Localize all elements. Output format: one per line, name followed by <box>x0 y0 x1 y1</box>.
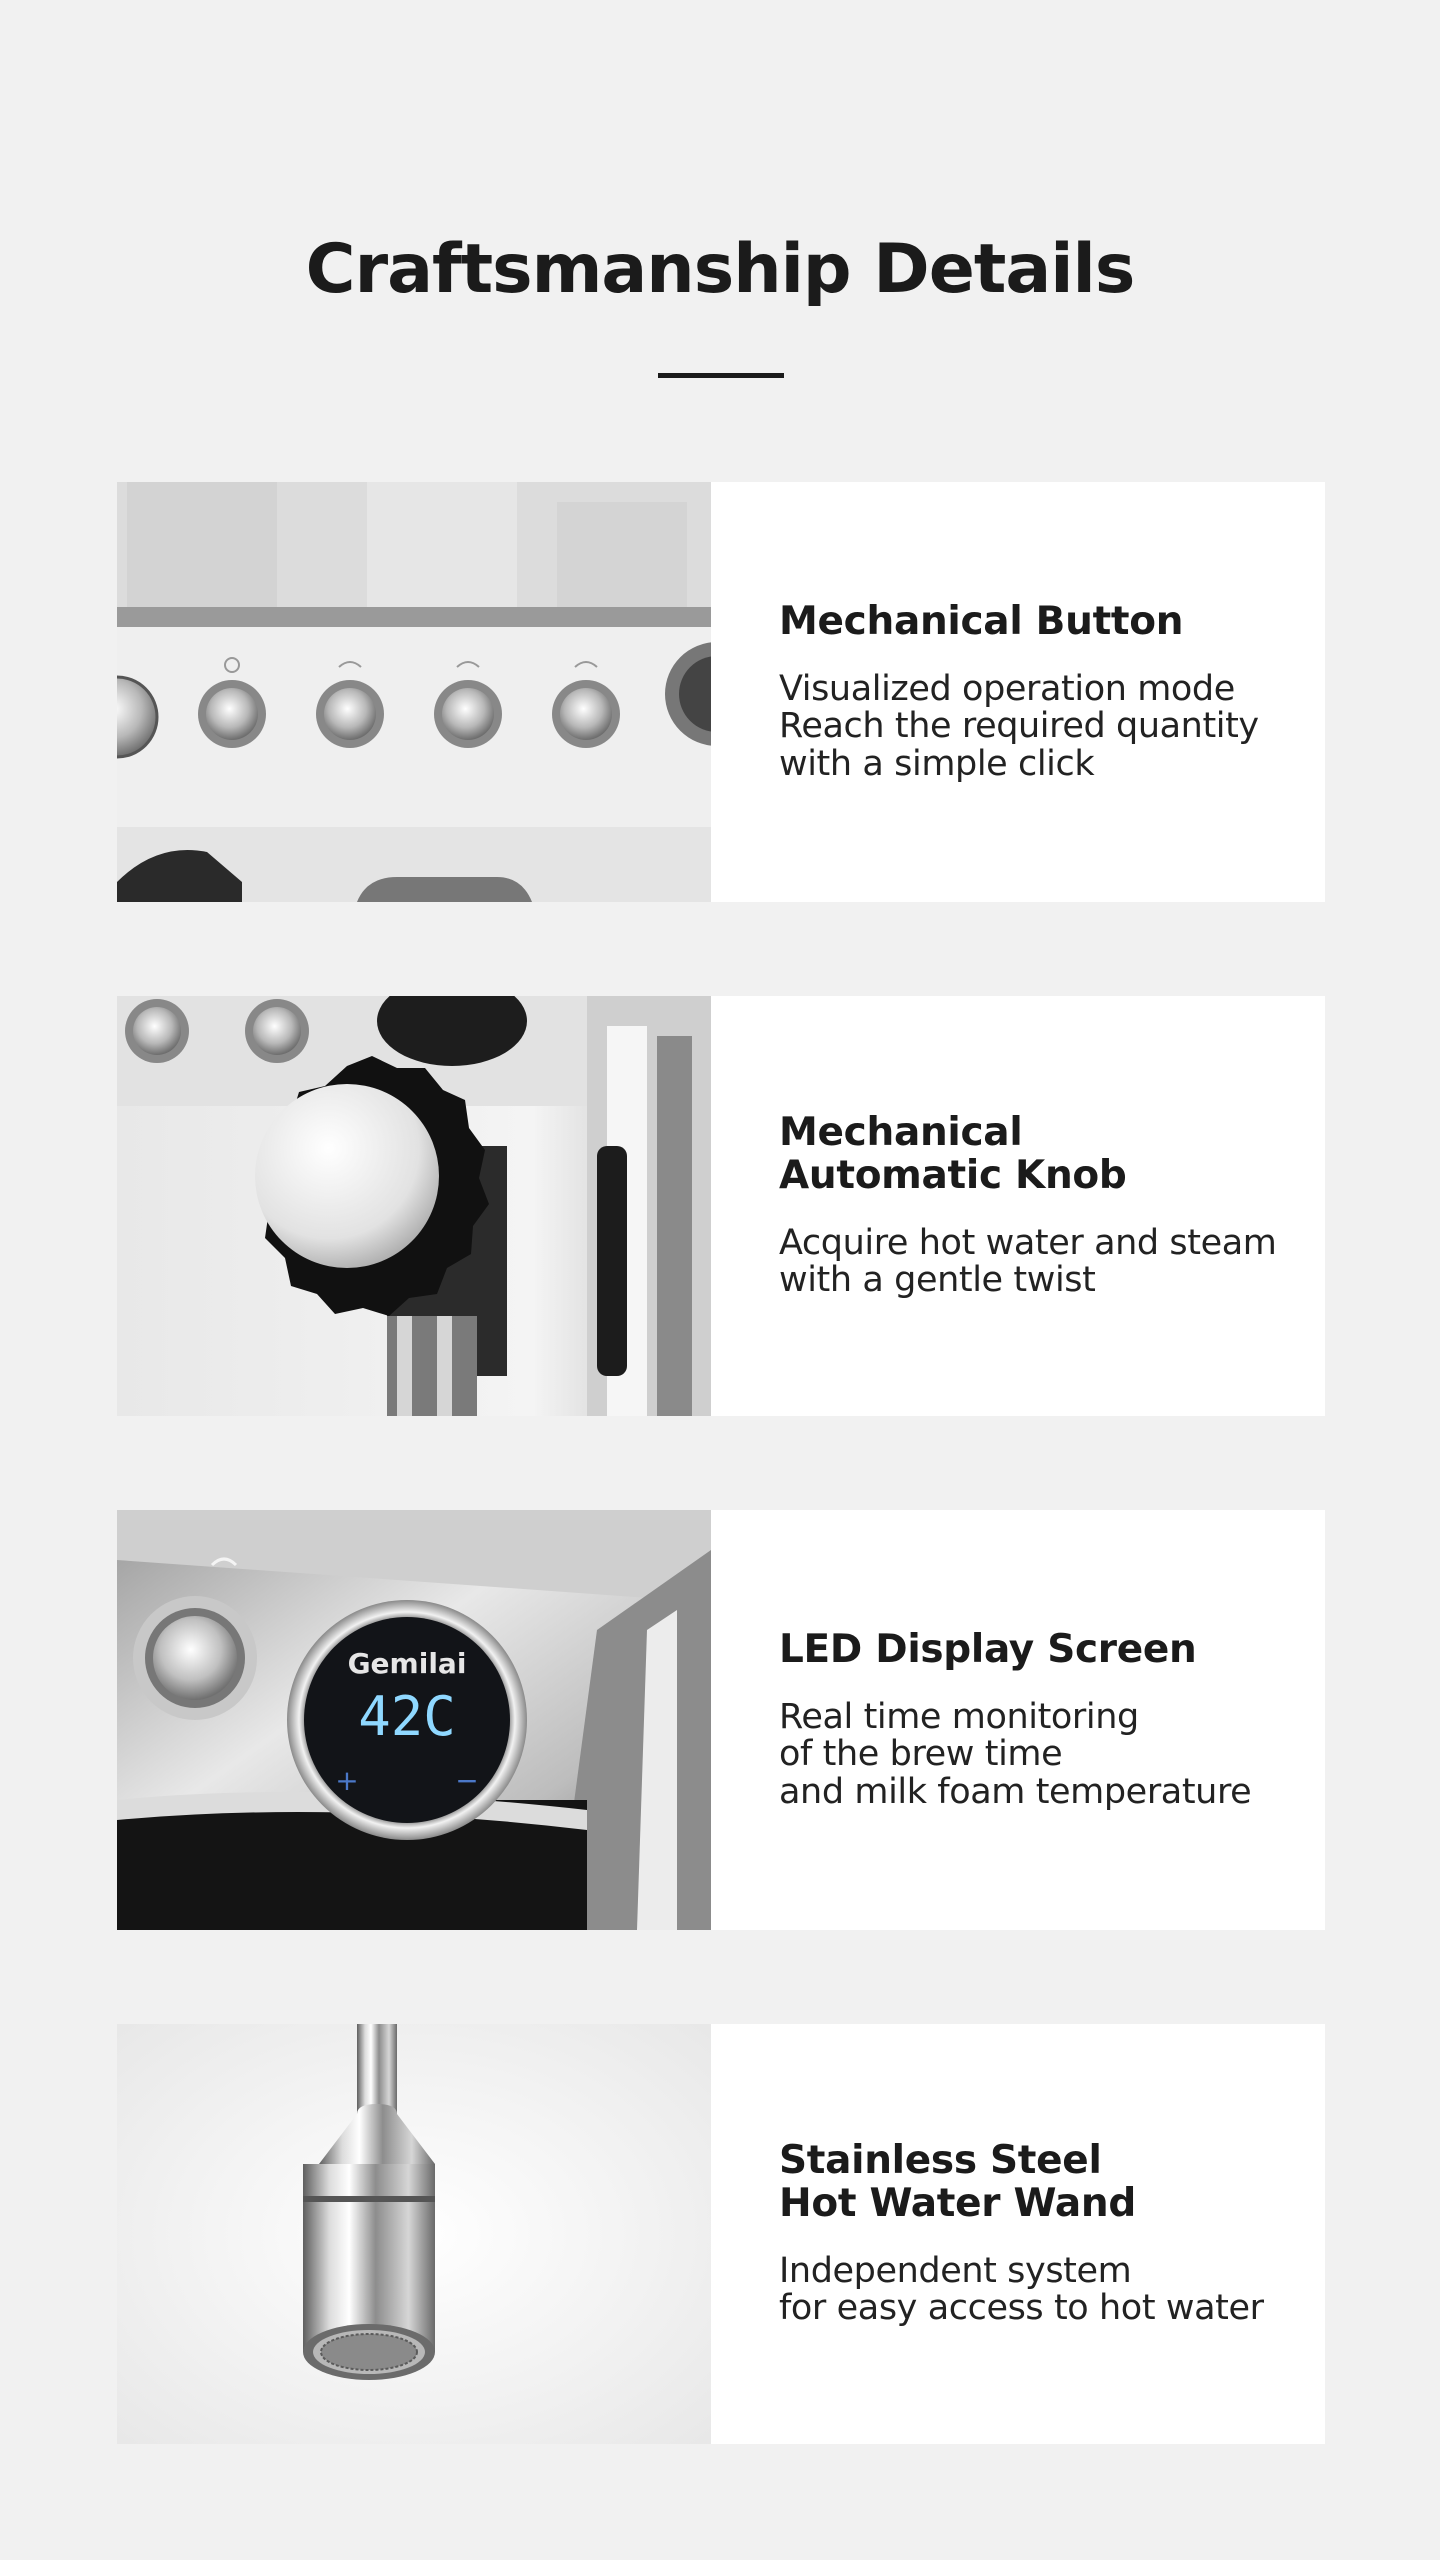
button-knob-power <box>198 680 266 748</box>
feature-text <box>711 1510 1325 1930</box>
feature-description-line: Reach the required quantity <box>779 706 1259 747</box>
feature-card-automatic-knob <box>117 996 1325 1416</box>
feature-title-line: LED Display Screen <box>779 1626 1197 1672</box>
feature-title-line: Stainless Steel <box>779 2138 1102 2184</box>
feature-title <box>779 1626 1285 1672</box>
feature-description <box>779 2250 1285 2329</box>
button-knob-single <box>316 680 384 748</box>
feature-description-line: and milk foam temperature <box>779 1771 1252 1812</box>
display-plus: + <box>335 1764 359 1797</box>
feature-description-line: with a simple click <box>779 743 1095 784</box>
display-brand: Gemilai <box>347 1647 467 1680</box>
display-readout: 42C <box>358 1685 456 1748</box>
hot-water-wand-photo <box>117 2024 711 2444</box>
display-minus: − <box>455 1764 479 1797</box>
feature-text <box>711 2024 1325 2444</box>
page-title: Craftsmanship Details <box>305 230 1135 309</box>
feature-description-line: for easy access to hot water <box>779 2288 1264 2329</box>
feature-card-led-display <box>117 1510 1325 1930</box>
feature-text <box>711 482 1325 902</box>
feature-description-line: Real time monitoring <box>779 1696 1139 1737</box>
feature-title-line: Automatic Knob <box>779 1152 1127 1198</box>
feature-description <box>779 668 1285 784</box>
feature-description-line: Acquire hot water and steam <box>779 1222 1277 1263</box>
button-knob-steam <box>552 680 620 748</box>
mechanical-button-photo <box>117 482 711 902</box>
led-display-photo <box>117 1510 711 1930</box>
feature-title-line: Mechanical Button <box>779 598 1184 644</box>
feature-card-hot-water-wand <box>117 2024 1325 2444</box>
feature-description-line: Visualized operation mode <box>779 668 1235 709</box>
automatic-knob-photo <box>117 996 711 1416</box>
feature-title <box>779 1112 1285 1196</box>
feature-description <box>779 1696 1285 1812</box>
feature-text <box>711 996 1325 1416</box>
title-divider <box>658 373 784 378</box>
feature-title <box>779 598 1285 644</box>
feature-description-line: of the brew time <box>779 1734 1063 1775</box>
feature-title-line: Mechanical <box>779 1110 1023 1156</box>
feature-description <box>779 1222 1285 1301</box>
feature-title-line: Hot Water Wand <box>779 2180 1136 2226</box>
feature-description-line: with a gentle twist <box>779 1260 1096 1301</box>
button-knob-double <box>434 680 502 748</box>
feature-card-mechanical-button <box>117 482 1325 902</box>
feature-description-line: Independent system <box>779 2250 1132 2291</box>
feature-title <box>779 2140 1285 2224</box>
